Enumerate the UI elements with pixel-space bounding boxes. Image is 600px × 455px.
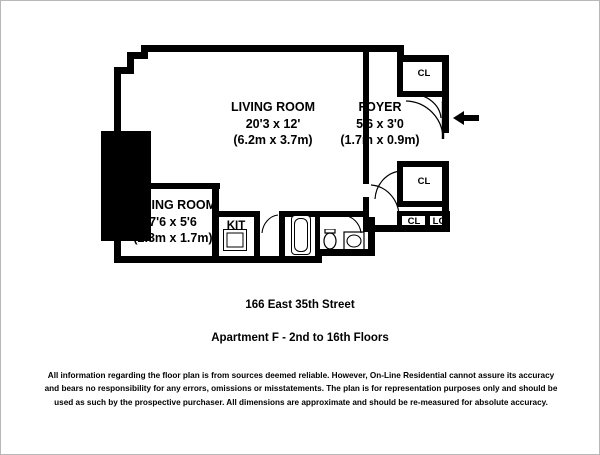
- foyer-dim-m: (1.7m x 0.9m): [340, 133, 420, 147]
- toilet-icon: [321, 229, 339, 253]
- room-label-foyer: [317, 99, 443, 149]
- closet-lower-text: CL: [407, 216, 421, 227]
- entry-arrow: [453, 109, 481, 127]
- kitchen-door-swing: [260, 213, 280, 235]
- apartment-caption: Apartment F - 2nd to 16th Floors: [211, 332, 389, 344]
- dining-room-name: DINING ROOM: [129, 198, 217, 212]
- bathtub-inner: [294, 218, 308, 252]
- closet-label-top-right: [405, 68, 443, 79]
- closet-mid-text: CL: [417, 176, 431, 187]
- living-room-name: LIVING ROOM: [230, 100, 316, 114]
- closet-label-lower-right: [401, 216, 427, 227]
- foyer-hall-door-swing: [369, 183, 401, 217]
- wall-closet-top-left: [397, 55, 403, 97]
- dining-room-dim-ft: 7'6 x 5'6: [149, 214, 197, 229]
- disclaimer-block: [31, 369, 571, 409]
- foyer-dim-ft: 5'6 x 3'0: [356, 116, 404, 131]
- living-room-dim-ft: 20'3 x 12': [245, 116, 301, 131]
- wall-bottom-mid: [212, 256, 322, 263]
- foyer-name: FOYER: [358, 100, 402, 114]
- closet-label-mid-right: [405, 176, 443, 187]
- wall-bottom-left: [114, 256, 219, 263]
- closet-top-text: CL: [417, 68, 431, 79]
- wall-closet-mid-top: [397, 161, 449, 167]
- wall-bath-divider: [315, 217, 320, 256]
- room-label-kitchen: [214, 219, 258, 234]
- dining-room-dim-m: (2.3m x 1.7m): [133, 231, 213, 245]
- closet-label-far-right: [428, 216, 450, 227]
- wall-top-main: [141, 45, 403, 52]
- kitchen-name: KIT: [226, 220, 246, 232]
- bath-door-swing: [341, 213, 363, 235]
- address-caption: 166 East 35th Street: [245, 299, 355, 311]
- disclaimer-line-2: and bears no responsibility for any errors, omissions or misstatements. The plan is for representation purposes only and should be: [44, 384, 558, 394]
- wall-closet-mid-bottom: [397, 201, 449, 207]
- disclaimer-line-1: All information regarding the floor plan is from sources deemed reliable. However, On-Line Residential cannot assure its accuracy: [47, 371, 555, 380]
- disclaimer-line-3: used as such by the prospective purchaser. All dimensions are approximate and should be re-measured for absolute accuracy.: [54, 397, 548, 407]
- closet-far-text: LC: [432, 216, 446, 227]
- living-room-dim-m: (6.2m x 3.7m): [233, 133, 313, 147]
- wall-bath-right-riser: [368, 217, 375, 256]
